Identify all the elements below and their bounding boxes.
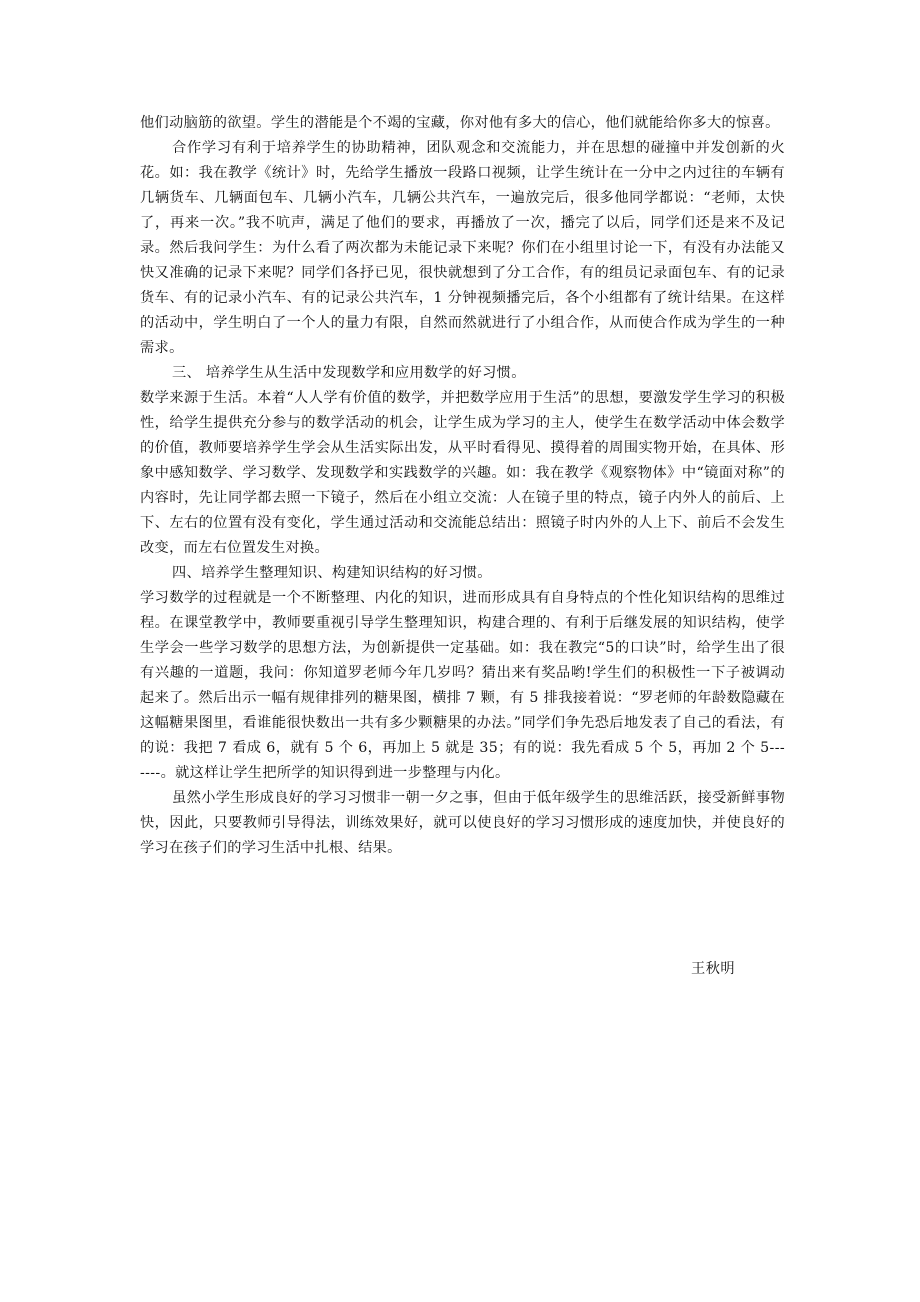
paragraph-1: 他们动脑筋的欲望。学生的潜能是个不竭的宝藏，你对他有多大的信心，他们就能给你多大的惊喜。 bbox=[140, 115, 780, 131]
document-body bbox=[140, 111, 785, 861]
section-heading-4: 四、培养学生整理知识、构建知识结构的好习惯。 bbox=[172, 565, 492, 581]
section-heading-3: 三、 培养学生从生活中发现数学和应用数学的好习惯。 bbox=[172, 365, 526, 381]
paragraph-2: 合作学习有利于培养学生的协助精神，团队观念和交流能力，并在思想的碰撞中并发创新的火花。如：我在教学《统计》时，先给学生播放一段路口视频，让学生统计在一分中之内过往的车辆有几辆货车、几辆面包车、几辆小汽车，几辆公共汽车，一遍放完后，很多他同学都说：“老师，太快了，再来一次。”我不吭声，满足了他们的要求，再播放了一次，播完了以后，同学们还是来不及记录。然后我问学生：为什么看了两次都为未能记录下来呢？你们在小组里讨论一下，有没有办法能又快又准确的记录下来呢？同学们各抒已见，很快就想到了分工合作，有的组员记录面包车、有的记录货车、有的记录小汽车、有的记录公共汽车，1 分钟视频播完后，各个小组都有了统计结果。在这样的活动中，学生明白了一个人的量力有限，自然而然就进行了小组合作，从而使合作成为学生的一种需求。 bbox=[140, 140, 785, 356]
paragraph-4: 数学来源于生活。本着“人人学有价值的数学，并把数学应用于生活”的思想，要激发学生学习的积极性，给学生提供充分参与的数学活动的机会，让学生成为学习的主人，使学生在数学活动中体会数学的价值，教师要培养学生学会从生活实际出发，从平时看得见、摸得着的周围实物开始，在具体、形象中感知数学、学习数学、发现数学和实践数学的兴趣。如：我在教学《观察物体》中“镜面对称”的内容时，先让同学都去照一下镜子，然后在小组立交流：人在镜子里的特点，镜子内外人的前后、上下、左右的位置有没有变化，学生通过活动和交流能总结出：照镜子时内外的人上下、前后不会发生改变，而左右位置发生对换。 bbox=[140, 390, 785, 556]
paragraph-6: 学习数学的过程就是一个不断整理、内化的知识，进而形成具有自身特点的个性化知识结构的思维过程。在课堂教学中，教师要重视引导学生整理知识，构建合理的、有利于后继发展的知识结构，使学生学会一些学习数学的思想方法，为创新提供一定基础。如：我在教完“5的口诀”时，给学生出了很有兴趣的一道题，我问：你知道罗老师今年几岁吗？猜出来有奖品哟!学生们的积极性一下子被调动起来了。然后出示一幅有规律排列的糖果图，横排 7 颗，有 5 排我接着说：“罗老师的年龄数隐藏在这幅糖果图里，看谁能很快数出一共有多少颗糖果的办法。”同学们争先恐后地发表了自己的看法，有的说：我把 7 看成 6，就有 5 个 6，再加上 5 就是 35；有的说：我先看成 5 个 5，再加 2 个 5-------。就这样让学生把所学的知识得到进一步整理与内化。 bbox=[140, 590, 785, 781]
author-signature: 王秋明 bbox=[691, 961, 736, 977]
paragraph-7: 虽然小学生形成良好的学习习惯非一朝一夕之事，但由于低年级学生的思维活跃，接受新鲜事物快，因此，只要教师引导得法，训练效果好，就可以使良好的学习习惯形成的速度加快，并使良好的学习在孩子们的学习生活中扎根、结果。 bbox=[140, 790, 785, 856]
